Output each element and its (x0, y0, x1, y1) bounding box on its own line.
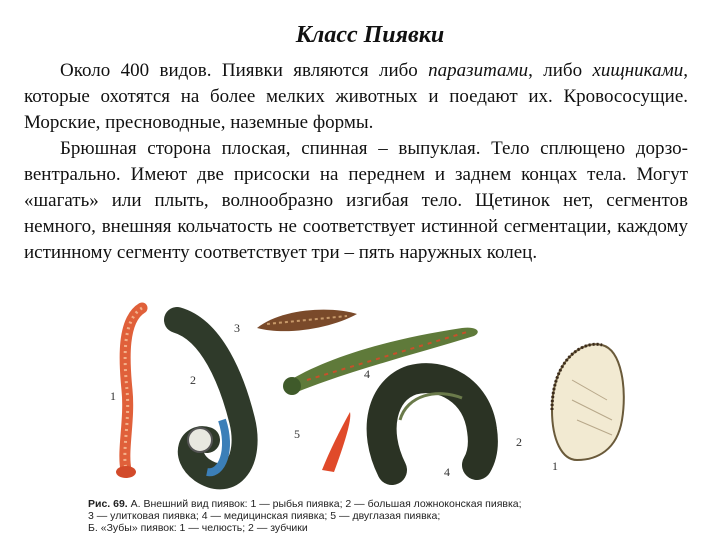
label-5: 5 (294, 427, 300, 441)
term-parasites: паразитами (428, 60, 529, 81)
leech-jaw-illustration (552, 344, 624, 460)
twoeyed-leech-illustration (322, 412, 350, 472)
label-2: 2 (190, 373, 196, 387)
caption-line-2: 3 — улитковая пиявка; 4 — медицинская пиявка; 5 — двуглазая пиявка; (88, 510, 441, 522)
label-4b: 4 (444, 465, 450, 479)
label-jaw-1: 1 (552, 459, 558, 473)
label-1: 1 (110, 389, 116, 403)
caption-line-3: Б. «Зубы» пиявок: 1 — челюсть; 2 — зубчики (88, 522, 308, 534)
intro-text-2: , либо (528, 60, 593, 81)
fish-leech-illustration (116, 308, 142, 478)
paragraph-intro (24, 58, 688, 136)
intro-text-3: , которые охотятся на более мелких животных и поедают их. Кровососущие. Морские, пресноводные, наземные формы. (24, 60, 688, 133)
caption-line-1: А. Внешний вид пиявок: 1 — рыбья пиявка; 2 — большая ложноконская пиявка; (127, 498, 522, 510)
intro-text-1: Около 400 видов. Пиявки являются либо (60, 60, 429, 81)
figure-caption (88, 498, 608, 534)
horse-leech-illustration (177, 320, 245, 476)
body-text (24, 58, 688, 266)
paragraph-morphology: Брюшная сторона плоская, спинная – выпуклая. Тело сплющено дорзо-вентрально. Имеют две присоски на переднем и заднем концах тела. Могут «шагать» или плыть, волнообразно изгибая тело. Щетинок нет, сегментов немного, внешняя кольчатость не соответствует истинной сегментации, каждому истинному сегменту соответствует три – пять наружных колец. (24, 138, 688, 263)
leech-figure (82, 300, 637, 540)
page-title: Класс Пиявки (295, 22, 445, 48)
medicinal-leech-curled-illustration (382, 378, 483, 470)
label-jaw-2: 2 (516, 435, 522, 449)
caption-lead: Рис. 69. (88, 498, 128, 510)
term-predators: хищниками (592, 60, 684, 81)
label-3: 3 (234, 321, 240, 335)
label-4: 4 (364, 367, 370, 381)
snail-leech-illustration (257, 310, 357, 332)
